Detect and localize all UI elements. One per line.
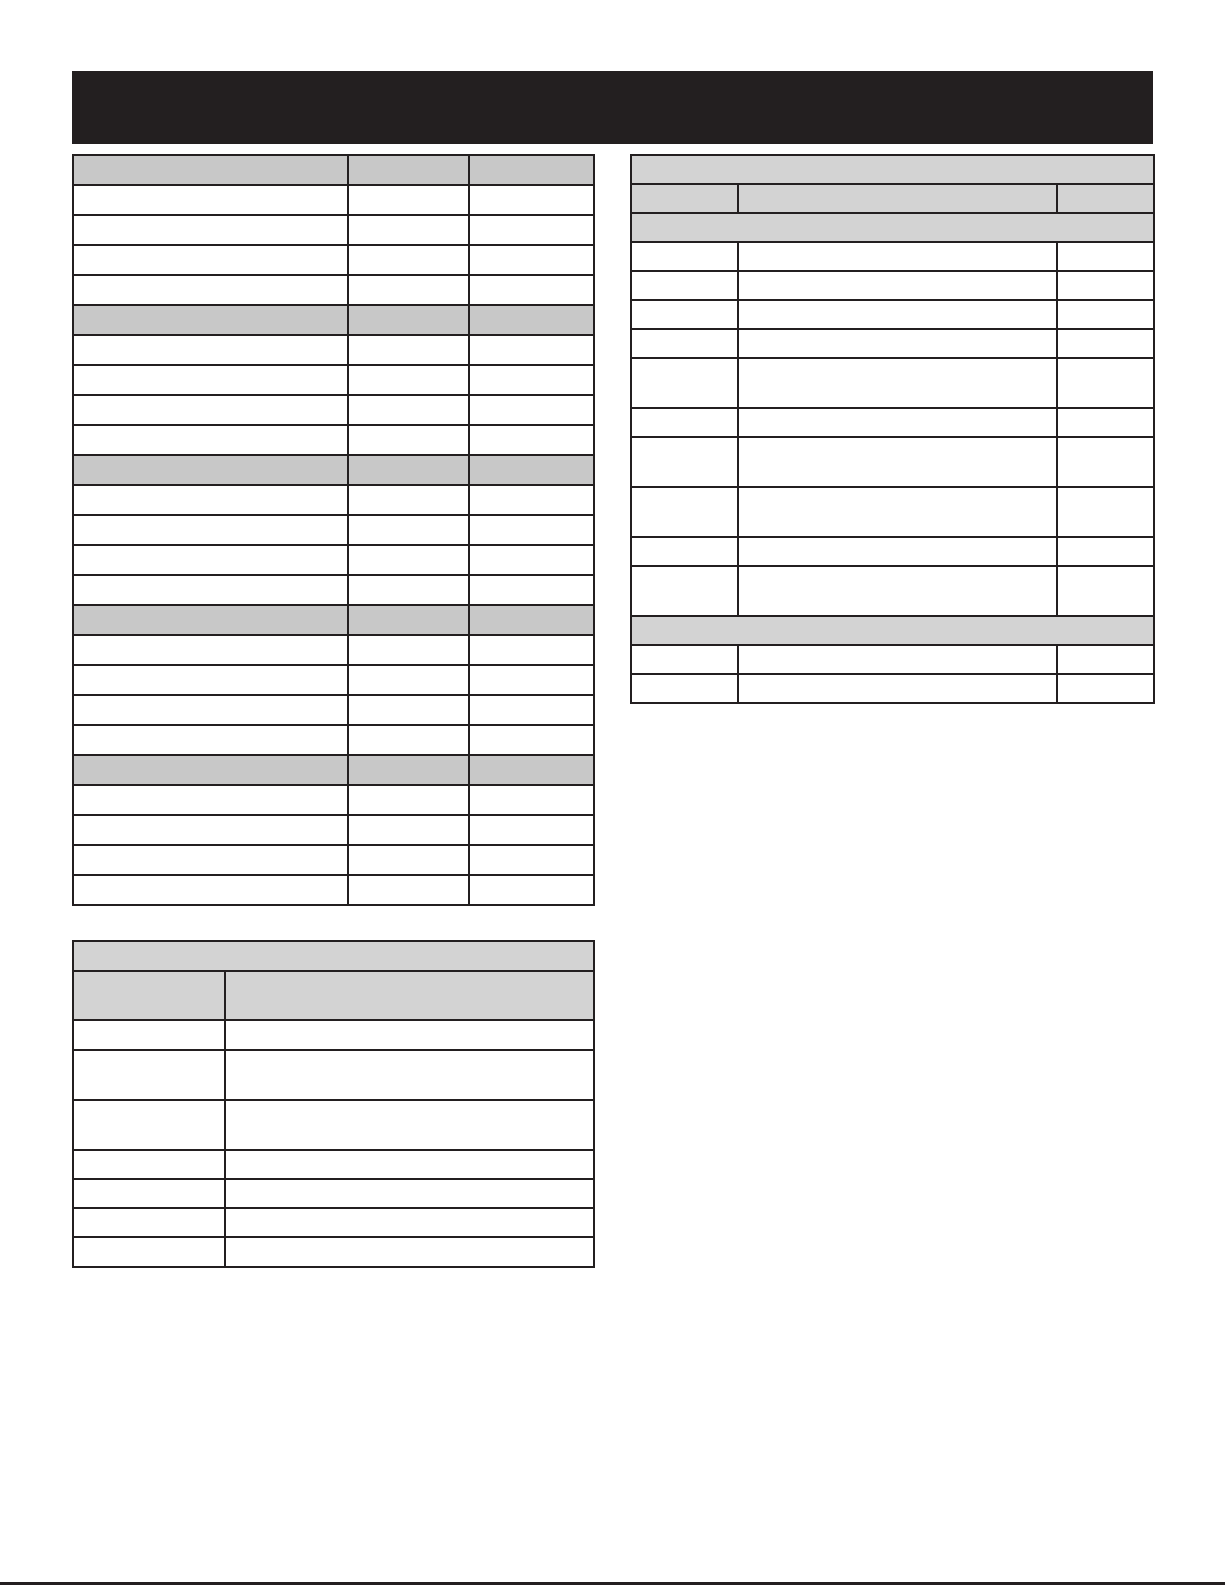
table-cell: [73, 275, 348, 305]
table-cell: [1057, 537, 1154, 566]
table-cell: [73, 245, 348, 275]
table-cell: [73, 185, 348, 215]
table-cell: [348, 425, 469, 455]
table-cell: [1057, 645, 1154, 674]
table-cell: [469, 545, 594, 575]
right-table: [630, 154, 1155, 704]
section-header-cell: [348, 155, 469, 185]
table-cell: [73, 335, 348, 365]
table-cell: [631, 408, 738, 437]
table-cell: [73, 665, 348, 695]
table-cell: [348, 785, 469, 815]
table-row: [631, 645, 1154, 674]
table-cell: [469, 185, 594, 215]
table-cell: [348, 245, 469, 275]
table-cell: [1057, 242, 1154, 271]
section-header-row: [73, 305, 594, 335]
table-cell: [73, 725, 348, 755]
table-cell: [1057, 487, 1154, 537]
table-cell: [348, 845, 469, 875]
column-header: [1057, 184, 1154, 213]
table-row: [73, 215, 594, 245]
table-row: [73, 365, 594, 395]
table-cell: [73, 785, 348, 815]
column-header: [73, 971, 225, 1020]
table-cell: [738, 645, 1057, 674]
table-row: [73, 815, 594, 845]
table-row: [73, 875, 594, 905]
table-cell: [1057, 408, 1154, 437]
table-cell: [73, 1179, 225, 1208]
table-row: [73, 335, 594, 365]
table-cell: [469, 575, 594, 605]
table-cell: [469, 695, 594, 725]
table-cell: [73, 1020, 225, 1050]
table-cell: [1057, 358, 1154, 408]
table-cell: [469, 335, 594, 365]
table-cell: [738, 300, 1057, 329]
group-header-row: [631, 213, 1154, 242]
table-cell: [469, 515, 594, 545]
table-cell: [73, 1150, 225, 1179]
table-cell: [469, 425, 594, 455]
table-cell: [1057, 437, 1154, 487]
table-cell: [631, 566, 738, 616]
table-cell: [469, 725, 594, 755]
table-cell: [738, 242, 1057, 271]
table-row: [73, 1150, 594, 1179]
section-header-cell: [348, 605, 469, 635]
table-cell: [73, 365, 348, 395]
table-cell: [348, 635, 469, 665]
table-cell: [1057, 271, 1154, 300]
table-cell: [225, 1050, 594, 1100]
table-row: [73, 695, 594, 725]
table-cell: [738, 271, 1057, 300]
section-header-cell: [73, 455, 348, 485]
table-cell: [738, 329, 1057, 358]
table-cell: [348, 875, 469, 905]
table-cell: [348, 545, 469, 575]
section-header-cell: [73, 755, 348, 785]
table-row: [631, 271, 1154, 300]
section-header-cell: [469, 605, 594, 635]
table-cell: [631, 487, 738, 537]
section-header-cell: [348, 455, 469, 485]
table-cell: [738, 358, 1057, 408]
table-cell: [738, 674, 1057, 703]
table-cell: [631, 300, 738, 329]
table-row: [73, 515, 594, 545]
section-header-row: [73, 455, 594, 485]
group-header-row: [631, 616, 1154, 645]
table-row: [73, 485, 594, 515]
table-cell: [469, 635, 594, 665]
table-cell: [73, 875, 348, 905]
table-row: [631, 242, 1154, 271]
table-cell: [348, 575, 469, 605]
table-cell: [1057, 300, 1154, 329]
table-row: [631, 329, 1154, 358]
table-cell: [469, 365, 594, 395]
table-cell: [73, 575, 348, 605]
table-cell: [738, 537, 1057, 566]
table-cell: [469, 485, 594, 515]
table-cell: [469, 275, 594, 305]
table-cell: [73, 1100, 225, 1150]
table-cell: [225, 1020, 594, 1050]
table-row: [73, 545, 594, 575]
section-header-cell: [73, 305, 348, 335]
column-header-row: [73, 971, 594, 1020]
table-row: [73, 665, 594, 695]
table-cell: [631, 329, 738, 358]
column-header: [225, 971, 594, 1020]
table-cell: [73, 695, 348, 725]
left-spec-table: [72, 154, 595, 906]
table-cell: [738, 566, 1057, 616]
column-header: [631, 184, 738, 213]
section-header-row: [73, 755, 594, 785]
table-row: [631, 408, 1154, 437]
table-title: [631, 155, 1154, 184]
table-cell: [469, 245, 594, 275]
table-title: [73, 941, 594, 971]
section-header-row: [73, 155, 594, 185]
section-header-cell: [469, 455, 594, 485]
table-row: [631, 437, 1154, 487]
table-cell: [631, 674, 738, 703]
table-row: [73, 185, 594, 215]
table-cell: [469, 815, 594, 845]
table-row: [631, 487, 1154, 537]
group-label: [631, 616, 1154, 645]
table-cell: [738, 487, 1057, 537]
table-cell: [348, 185, 469, 215]
table-cell: [348, 365, 469, 395]
table-cell: [631, 271, 738, 300]
column-header: [738, 184, 1057, 213]
table-cell: [348, 395, 469, 425]
table-cell: [348, 725, 469, 755]
table-cell: [469, 785, 594, 815]
table-cell: [1057, 329, 1154, 358]
table-cell: [73, 815, 348, 845]
table-cell: [73, 635, 348, 665]
table-cell: [348, 665, 469, 695]
table-cell: [225, 1237, 594, 1267]
table-cell: [225, 1208, 594, 1237]
table-row: [73, 575, 594, 605]
table-cell: [348, 695, 469, 725]
table-cell: [348, 815, 469, 845]
table-row: [73, 785, 594, 815]
table-row: [73, 845, 594, 875]
table-cell: [73, 545, 348, 575]
table-row: [73, 275, 594, 305]
column-header-row: [631, 184, 1154, 213]
table-cell: [1057, 674, 1154, 703]
section-header-cell: [73, 605, 348, 635]
table-cell: [631, 242, 738, 271]
table-cell: [631, 645, 738, 674]
table-cell: [631, 437, 738, 487]
table-cell: [469, 875, 594, 905]
table-cell: [348, 485, 469, 515]
section-header-row: [73, 605, 594, 635]
group-label: [631, 213, 1154, 242]
table-row: [73, 1050, 594, 1100]
table-cell: [73, 1208, 225, 1237]
table-cell: [225, 1179, 594, 1208]
section-header-cell: [348, 755, 469, 785]
section-header-cell: [469, 305, 594, 335]
table-cell: [73, 515, 348, 545]
table-row: [631, 566, 1154, 616]
section-header-cell: [348, 305, 469, 335]
table-row: [631, 300, 1154, 329]
table-cell: [738, 408, 1057, 437]
header-banner: [72, 71, 1153, 144]
table-row: [73, 395, 594, 425]
table-row: [631, 358, 1154, 408]
table-cell: [631, 537, 738, 566]
table-cell: [73, 1237, 225, 1267]
table-title-row: [73, 941, 594, 971]
section-header-cell: [73, 155, 348, 185]
table-row: [73, 425, 594, 455]
table-cell: [73, 395, 348, 425]
table-row: [73, 1100, 594, 1150]
table-row: [73, 1179, 594, 1208]
table-row: [73, 1208, 594, 1237]
table-cell: [469, 215, 594, 245]
table-row: [631, 674, 1154, 703]
section-header-cell: [469, 155, 594, 185]
table-cell: [469, 845, 594, 875]
table-cell: [738, 437, 1057, 487]
table-cell: [348, 215, 469, 245]
table-cell: [225, 1100, 594, 1150]
table-cell: [348, 275, 469, 305]
table-cell: [73, 425, 348, 455]
table-row: [73, 725, 594, 755]
table-cell: [348, 515, 469, 545]
table-title-row: [631, 155, 1154, 184]
table-cell: [631, 358, 738, 408]
table-row: [73, 245, 594, 275]
table-row: [631, 537, 1154, 566]
table-cell: [73, 1050, 225, 1100]
table-cell: [1057, 566, 1154, 616]
table-cell: [73, 845, 348, 875]
table-cell: [73, 485, 348, 515]
table-cell: [225, 1150, 594, 1179]
table-cell: [348, 335, 469, 365]
table-cell: [469, 665, 594, 695]
section-header-cell: [469, 755, 594, 785]
table-row: [73, 1020, 594, 1050]
table-row: [73, 635, 594, 665]
table-cell: [469, 395, 594, 425]
table-cell: [73, 215, 348, 245]
table-row: [73, 1237, 594, 1267]
lower-left-table: [72, 940, 595, 1268]
